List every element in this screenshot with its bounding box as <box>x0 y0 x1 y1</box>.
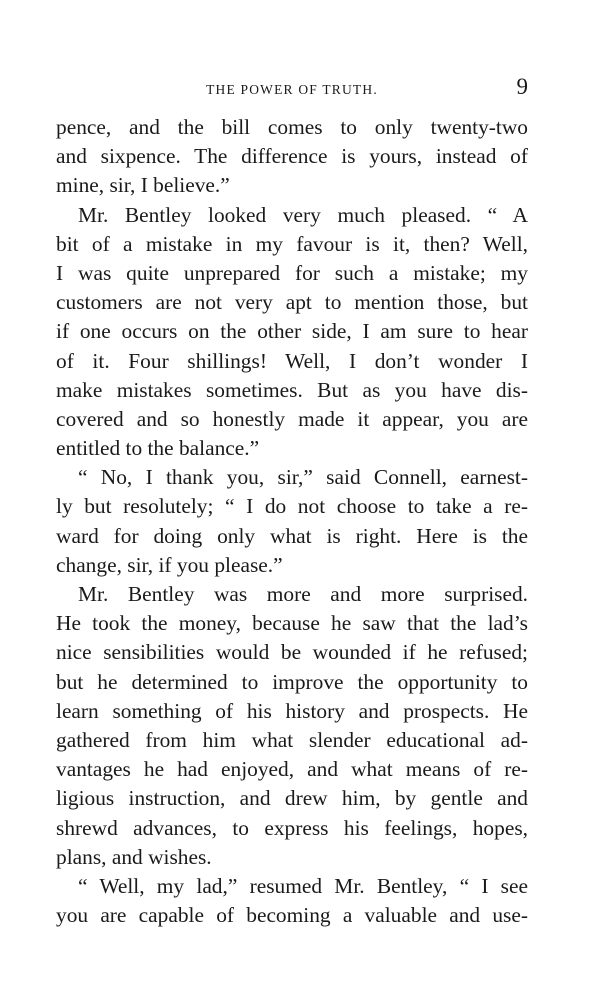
running-head <box>56 74 528 104</box>
text-line: mine, sir, I believe.” <box>56 173 230 198</box>
text-line: entitled to the balance.” <box>56 436 260 461</box>
text-line: gathered from him what slender educational ad- <box>56 727 528 752</box>
text-line: I was quite unprepared for such a mistake; my <box>56 260 528 285</box>
text-line: plans, and wishes. <box>56 844 212 869</box>
text-line: pence, and the bill comes to only twenty-two <box>56 115 528 139</box>
text-line: “ Well, my lad,” resumed Mr. Bentley, “ I see <box>78 873 528 898</box>
text-line: ly but resolutely; “ I do not choose to take a re- <box>56 494 528 519</box>
text-line: you are capable of becoming a valuable and use- <box>56 903 528 928</box>
text-line: shrewd advances, to express his feelings, hopes, <box>56 815 528 840</box>
text-line: and sixpence. The difference is yours, instead of <box>56 144 528 169</box>
page-number: 9 <box>516 74 528 99</box>
text-line: make mistakes sometimes. But as you have dis- <box>56 377 528 402</box>
text-line: covered and so honestly made it appear, you are <box>56 406 528 431</box>
text-line: learn something of his history and prospects. He <box>56 698 528 723</box>
text-line: He took the money, because he saw that the lad’s <box>56 611 528 636</box>
text-line: change, sir, if you please.” <box>56 552 283 577</box>
text-line: “ No, I thank you, sir,” said Connell, earnest- <box>78 465 528 490</box>
text-line: Mr. Bentley looked very much pleased. “ A <box>78 202 528 227</box>
text-line: customers are not very apt to mention those, but <box>56 290 528 315</box>
body-text <box>56 113 528 930</box>
text-line: ligious instruction, and drew him, by gentle and <box>56 786 528 811</box>
text-line: nice sensibilities would be wounded if he refused; <box>56 640 528 665</box>
text-line: ward for doing only what is right. Here is the <box>56 523 528 548</box>
running-title: THE POWER OF TRUTH. <box>206 82 378 97</box>
text-line: bit of a mistake in my favour is it, then? Well, <box>56 231 528 256</box>
text-line: if one occurs on the other side, I am sure to hear <box>56 319 528 344</box>
text-line: Mr. Bentley was more and more surprised. <box>78 582 528 606</box>
text-line: of it. Four shillings! Well, I don’t wonder I <box>56 348 528 373</box>
text-line: vantages he had enjoyed, and what means of re- <box>56 757 528 782</box>
text-line: but he determined to improve the opportunity to <box>56 669 528 694</box>
